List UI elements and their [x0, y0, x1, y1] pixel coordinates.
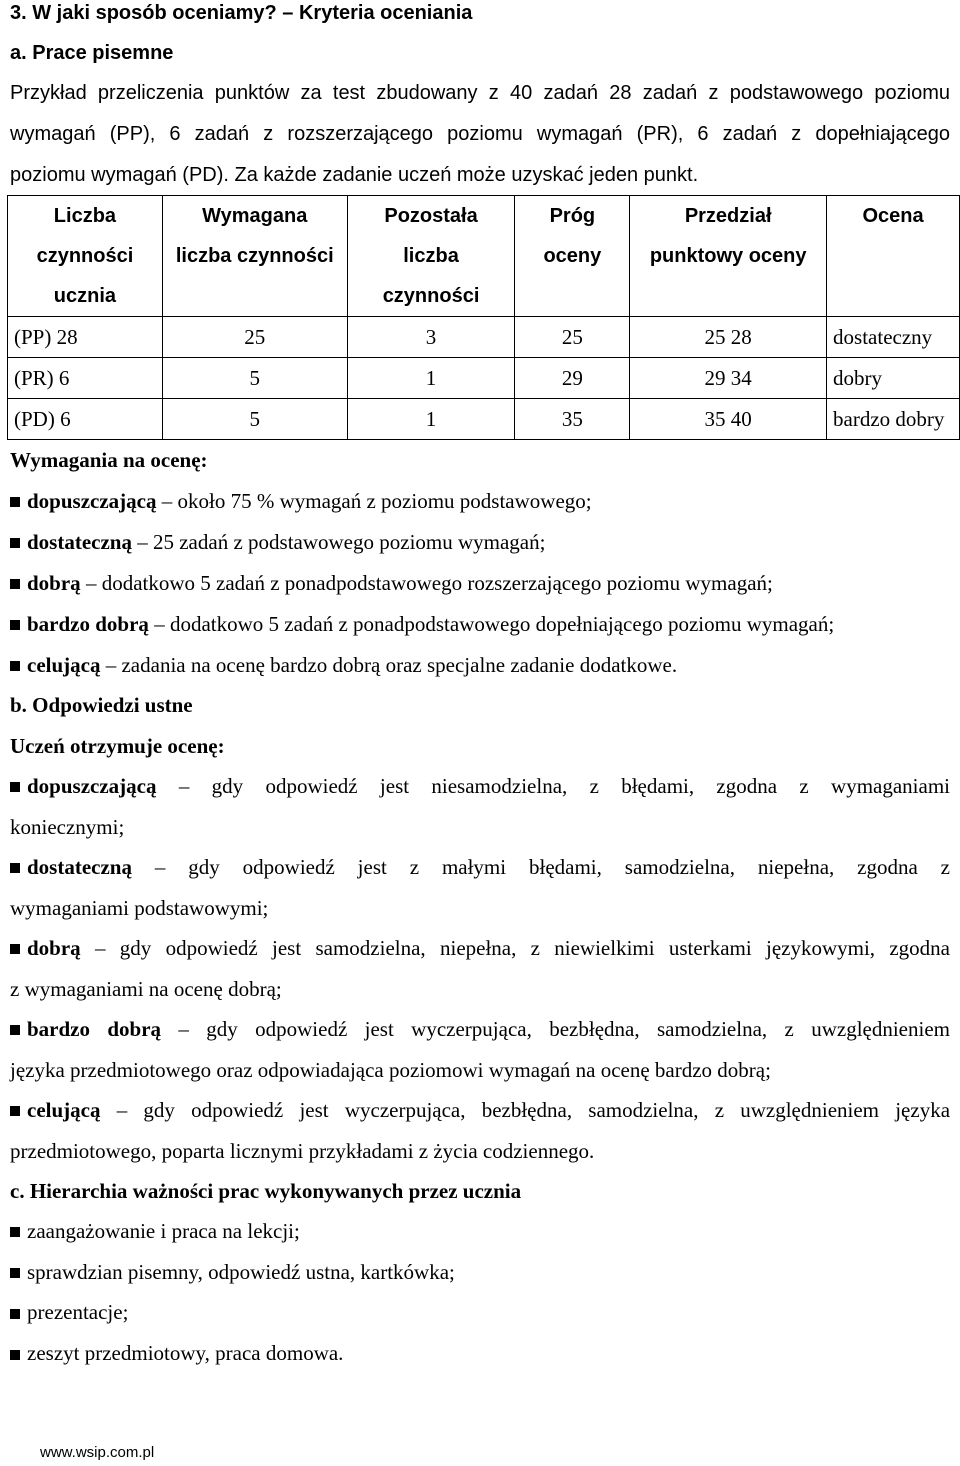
table-cell: dostateczny [827, 317, 960, 358]
list-item: celującą – zadania na ocenę bardzo dobrą oraz specjalne zadanie dodatkowe. [27, 653, 678, 677]
bullet-icon [10, 1025, 20, 1035]
table-cell: (PD) 6 [8, 399, 163, 440]
list-item: dostateczną – 25 zadań z podstawowego poziomu wymagań; [27, 530, 546, 554]
list-item-continuation: języka przedmiotowego oraz odpowiadająca poziomowi wymagań na ocenę bardzo dobrą; [10, 1058, 771, 1082]
bullet-icon [10, 538, 20, 548]
subsection-c-title: c. Hierarchia ważności prac wykonywanych przez ucznia [10, 1179, 522, 1203]
list-item: dopuszczającą – gdy odpowiedź jest niesamodzielna, z błędami, zgodna z wymaganiami [27, 774, 951, 798]
subsection-b-title: b. Odpowiedzi ustne [10, 693, 193, 717]
table-row [8, 317, 960, 358]
intro-line-2: wymagań (PP), 6 zadań z rozszerzającego poziomu wymagań (PR), 6 zadań z dopełniającego [10, 123, 950, 145]
table-cell: 35 40 [630, 399, 827, 440]
header-cell-prog: Próg oceny [515, 196, 630, 317]
table-row [8, 358, 960, 399]
table-cell: 5 [162, 358, 347, 399]
wymagania-heading: Wymagania na ocenę: [10, 448, 208, 472]
bullet-icon [10, 863, 20, 873]
header-cell-liczba: Liczba czynności ucznia [8, 196, 163, 317]
list-item-continuation: koniecznymi; [10, 815, 125, 839]
table-cell: 29 34 [630, 358, 827, 399]
list-item: dobrą – dodatkowo 5 zadań z ponadpodstawowego rozszerzającego poziomu wymagań; [27, 571, 773, 595]
table-cell: 5 [162, 399, 347, 440]
uczen-heading: Uczeń otrzymuje ocenę: [10, 734, 225, 758]
bullet-icon [10, 661, 20, 671]
list-item: zaangażowanie i praca na lekcji; [27, 1219, 300, 1243]
bullet-icon [10, 1350, 20, 1360]
list-item-continuation: z wymaganiami na ocenę dobrą; [10, 977, 282, 1001]
table-cell: 25 28 [630, 317, 827, 358]
bullet-icon [10, 1106, 20, 1116]
intro-line-1: Przykład przeliczenia punktów za test zbudowany z 40 zadań 28 zadań z podstawowego poziomu [10, 82, 950, 104]
table-cell: 35 [515, 399, 630, 440]
list-item: prezentacje; [27, 1300, 129, 1324]
list-item: dobrą – gdy odpowiedź jest samodzielna, niepełna, z niewielkimi usterkami językowymi, zgodna [27, 936, 950, 960]
table-cell: 25 [515, 317, 630, 358]
table-cell: 29 [515, 358, 630, 399]
table-cell: 25 [162, 317, 347, 358]
subsection-a-title: a. Prace pisemne [10, 42, 174, 64]
section-title: 3. W jaki sposób oceniamy? – Kryteria oceniania [10, 2, 473, 24]
header-cell-pozostala: Pozostała liczba czynności [347, 196, 515, 317]
list-item: sprawdzian pisemny, odpowiedź ustna, kartkówka; [27, 1260, 455, 1284]
list-item-continuation: wymaganiami podstawowymi; [10, 896, 269, 920]
header-cell-wymagana: Wymagana liczba czynności [162, 196, 347, 317]
table-cell: dobry [827, 358, 960, 399]
score-table [7, 195, 960, 440]
bullet-icon [10, 1268, 20, 1278]
bullet-icon [10, 944, 20, 954]
header-cell-ocena: Ocena [827, 196, 960, 317]
table-header-row [8, 196, 960, 317]
bullet-icon [10, 1227, 20, 1237]
bullet-icon [10, 620, 20, 630]
table-cell: (PP) 28 [8, 317, 163, 358]
bullet-icon [10, 497, 20, 507]
table-cell: 1 [347, 358, 515, 399]
table-cell: 1 [347, 399, 515, 440]
bullet-icon [10, 782, 20, 792]
bullet-icon [10, 1309, 20, 1319]
table-cell: (PR) 6 [8, 358, 163, 399]
list-item: bardzo dobrą – gdy odpowiedź jest wyczerpująca, bezbłędna, samodzielna, z uwzględnieniem [27, 1017, 950, 1041]
bullet-icon [10, 579, 20, 589]
list-item: dopuszczającą – około 75 % wymagań z poziomu podstawowego; [27, 489, 592, 513]
footer-url[interactable]: www.wsip.com.pl [40, 1444, 155, 1461]
list-item: celującą – gdy odpowiedź jest wyczerpująca, bezbłędna, samodzielna, z uwzględnieniem języka [27, 1098, 951, 1122]
table-row [8, 399, 960, 440]
table-cell: bardzo dobry [827, 399, 960, 440]
table-cell: 3 [347, 317, 515, 358]
list-item-continuation: przedmiotowego, poparta licznymi przykładami z życia codziennego. [10, 1139, 595, 1163]
list-item: zeszyt przedmiotowy, praca domowa. [27, 1341, 344, 1365]
header-cell-przedzial: Przedział punktowy oceny [630, 196, 827, 317]
intro-line-3: poziomu wymagań (PD). Za każde zadanie uczeń może uzyskać jeden punkt. [10, 164, 699, 186]
list-item: bardzo dobrą – dodatkowo 5 zadań z ponadpodstawowego dopełniającego poziomu wymagań; [27, 612, 835, 636]
list-item: dostateczną – gdy odpowiedź jest z małymi błędami, samodzielna, niepełna, zgodna z [27, 855, 950, 879]
